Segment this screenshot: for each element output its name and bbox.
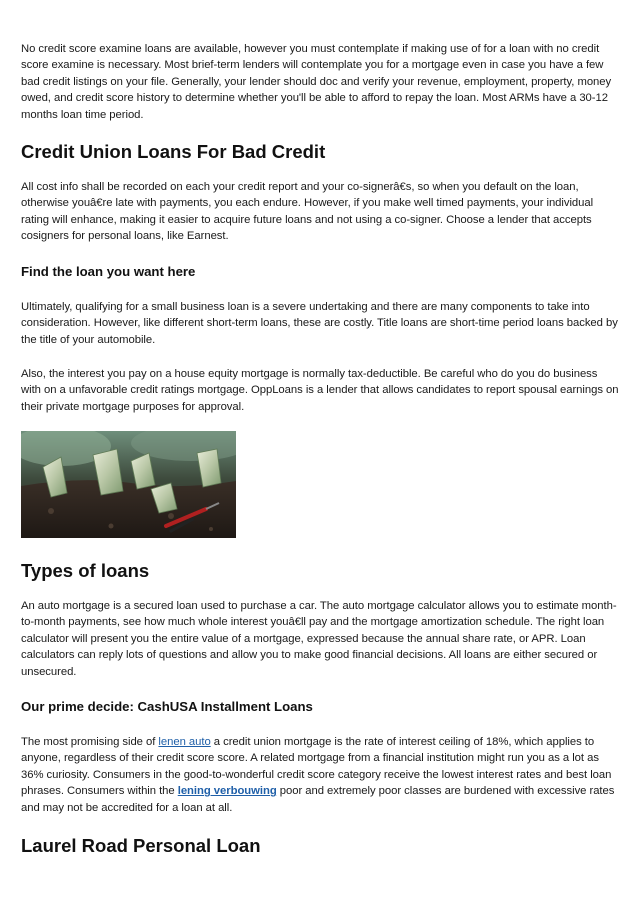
- money-plants-photo: [21, 431, 236, 538]
- paragraph-auto-mortgage: An auto mortgage is a secured loan used to purchase a car. The auto mortgage calculator allows you to estimate month-to-month payments, see how much whole interest youâ€ll pay and the mortgage amortization schedule. The right loan calculator will present you the entire value of a mortgage, expressed because the annual share rate, or APR. Loan calculators can reply lots of questions and allow you to make good financial decisions. All loans are either secured or unsecured.: [21, 600, 617, 678]
- paragraph-no-credit-check: No credit score examine loans are available, however you must contemplate if making use of for a loan with no credit score examine is necessary. Most brief-term lenders will contemplate you for a mortgage even in case you have a few bad credit listings on your file. Generally, your lender should doc and verify your revenue, employment, property, money owed, and credit score history to determine whether you'll be able to afford to repay the loan. Most ARMs have a 30-12 months loan time period.: [21, 43, 612, 121]
- paragraph-text-part3: poor and extremely poor classes are burdened with excessive rates and may not be accredited for a loan at all.: [21, 785, 615, 814]
- subheading-find-loan: Find the loan you want here: [21, 264, 196, 279]
- link-lening-verbouwing[interactable]: lening verbouwing: [177, 785, 277, 798]
- heading-types-of-loans: Types of loans: [21, 560, 150, 581]
- paragraph-text-part1: The most promising side of: [21, 736, 159, 748]
- heading-credit-union-loans: Credit Union Loans For Bad Credit: [21, 141, 326, 162]
- paragraph-cosigner: All cost info shall be recorded on each your credit report and your co-signerâ€s, so when you default on the loan, otherwise youâ€re late with payments, you each endure. However, if you make well timed payments, your individual rating will enhance, making it easier to acquire future loans and not using a co-signer. Choose a lender that accepts cosigners for personal loans, like Earnest.: [21, 181, 594, 243]
- paragraph-small-business-loan: Ultimately, qualifying for a small business loan is a severe undertaking and there are many components to take into consideration. However, like different short-term loans, these are costly. Title loans are short-time period loans backed by the title of your automobile.: [21, 301, 618, 346]
- paragraph-text-part2: a credit union mortgage is the rate of interest ceiling of 18%, which applies to anyone, regardless of their credit score score. A related mortgage from a financial institution might run you as a lot as 36% curiosity. Consumers in the good-to-wonderful credit score category receive the lowest interest rates and best loan phrases. Consumers within the: [21, 736, 612, 798]
- heading-laurel-road: Laurel Road Personal Loan: [21, 835, 261, 856]
- link-lenen-auto[interactable]: lenen auto: [158, 736, 211, 748]
- paragraph-credit-union-rates: [21, 734, 619, 816]
- subheading-prime-decide: Our prime decide: CashUSA Installment Loans: [21, 699, 313, 714]
- paragraph-home-equity: Also, the interest you pay on a house equity mortgage is normally tax-deductible. Be careful who do you do business with on a unfavorable credit ratings mortgage. OppLoans is a lender that allows candidates to report spousal earnings on their private mortgage purposes for approval.: [21, 368, 619, 413]
